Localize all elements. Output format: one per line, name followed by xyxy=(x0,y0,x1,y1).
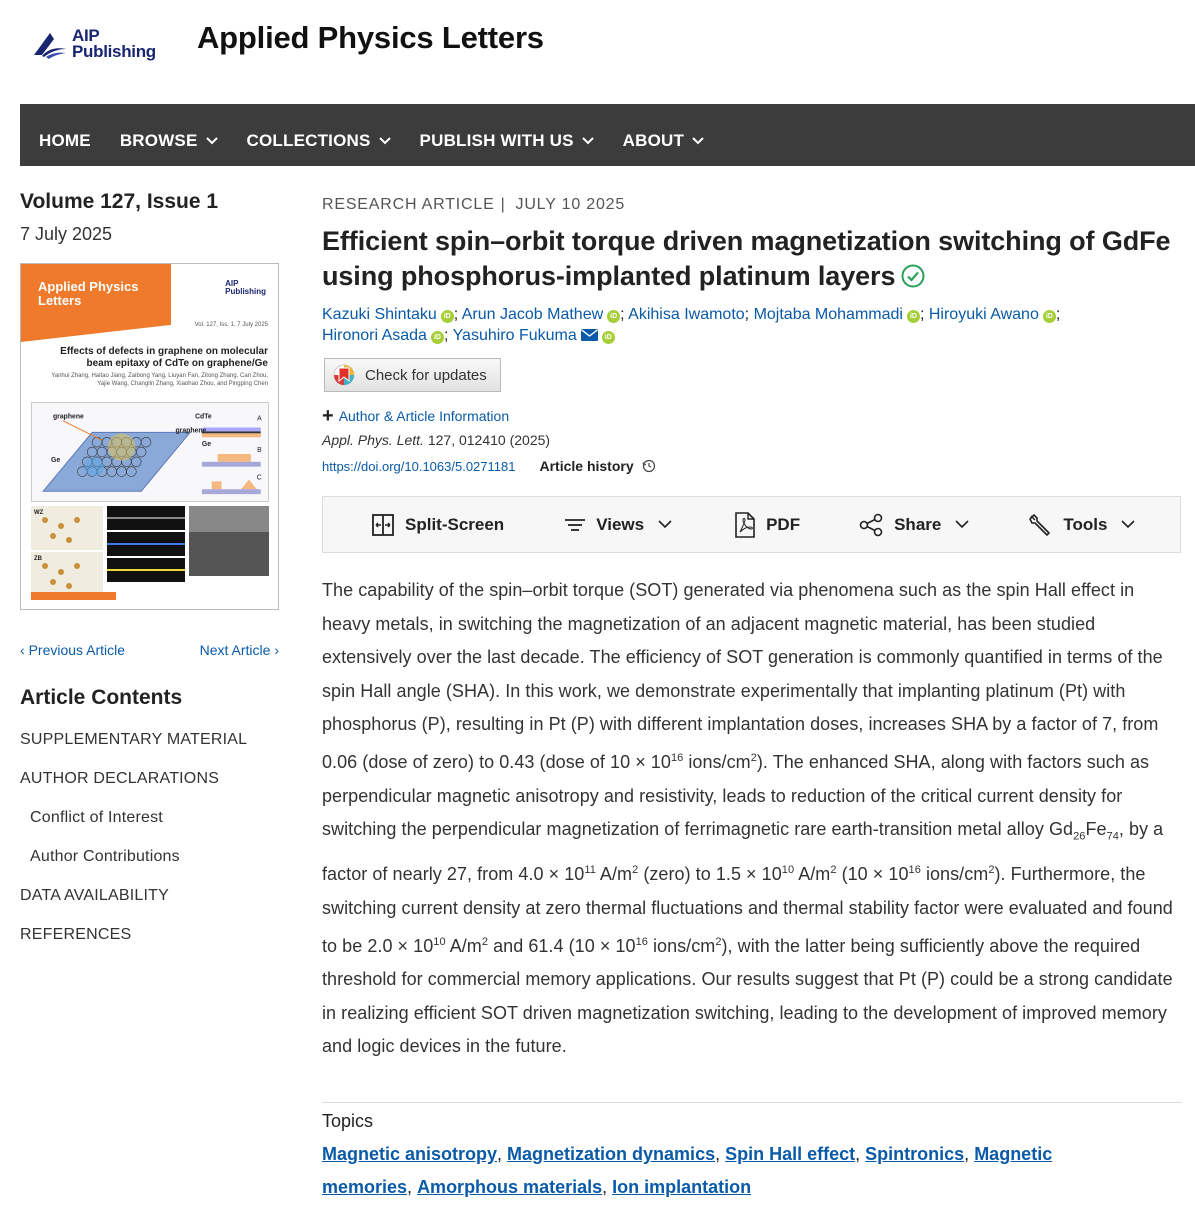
aip-publishing-logo[interactable] xyxy=(32,24,172,64)
article-contents-list xyxy=(20,720,290,954)
contents-item-conflict-of-interest[interactable]: Conflict of Interest xyxy=(30,809,163,826)
fig-label-c: C xyxy=(256,474,262,482)
cover-footer-strip xyxy=(31,592,116,600)
author-link[interactable]: Akihisa Iwamoto xyxy=(628,306,745,323)
author-link[interactable]: Hiroyuki Awano xyxy=(928,306,1039,323)
fig-label-cdte: CdTe xyxy=(195,413,212,421)
topic-list xyxy=(322,1138,1122,1204)
cover-aip-line1: AIP xyxy=(225,279,239,288)
author-separator: ; xyxy=(443,327,453,344)
topic-link[interactable]: Ion implantation xyxy=(612,1176,752,1197)
fig-label-zb: ZB xyxy=(34,556,42,562)
author-article-info-toggle[interactable] xyxy=(322,405,1182,427)
nav-label: PUBLISH WITH US xyxy=(419,131,574,150)
author-link[interactable]: Hironori Asada xyxy=(322,327,427,344)
views-dropdown[interactable] xyxy=(564,515,672,535)
cover-volume: Vol. 127, Iss. 1, 7 July 2025 xyxy=(194,322,268,328)
article-title xyxy=(322,224,1182,294)
email-icon[interactable] xyxy=(581,329,598,341)
chevron-right-icon: › xyxy=(270,642,279,658)
chevron-down-icon xyxy=(955,520,969,529)
cover-journal-line1: Applied Physics xyxy=(38,279,139,294)
orcid-icon[interactable]: iD xyxy=(907,310,920,323)
nav-publish-with-us[interactable] xyxy=(420,131,594,151)
pdf-button[interactable] xyxy=(734,512,800,538)
article-type: RESEARCH ARTICLE xyxy=(322,196,495,213)
split-screen-button[interactable] xyxy=(371,513,504,537)
pdf-label: PDF xyxy=(766,514,801,534)
doi-link[interactable]: https://doi.org/10.1063/5.0271181 xyxy=(322,458,516,474)
chevron-down-icon xyxy=(1121,520,1135,529)
chevron-down-icon xyxy=(379,137,391,145)
fig-label-a: A xyxy=(257,415,262,423)
sidebar xyxy=(20,190,290,954)
topic-link[interactable]: Magnetization dynamics xyxy=(507,1143,716,1164)
fig-label-b: B xyxy=(257,447,262,454)
nav-home[interactable] xyxy=(39,131,91,151)
article-toolbar xyxy=(322,496,1181,553)
contents-item-author-contributions[interactable]: Author Contributions xyxy=(30,848,180,865)
views-list-icon xyxy=(564,517,586,533)
views-label: Views xyxy=(596,514,645,534)
cover-micrographs xyxy=(31,506,269,602)
cover-aip-line2: Publishing xyxy=(225,287,266,296)
topic-separator: , xyxy=(497,1143,508,1164)
nav-label: COLLECTIONS xyxy=(246,131,371,150)
citation xyxy=(322,432,1182,448)
share-label: Share xyxy=(894,514,942,534)
topic-separator: , xyxy=(855,1143,866,1164)
cover-journal-name xyxy=(38,280,138,308)
topic-link[interactable]: Magnetic memories xyxy=(322,1143,1053,1197)
cover-journal-line2: Letters xyxy=(38,293,82,308)
chevron-down-icon xyxy=(692,137,704,145)
article-title-text: Efficient spin–orbit torque driven magnetization switching of GdFe using phosphorus-implanted platinum layers xyxy=(322,226,1171,291)
tools-dropdown[interactable] xyxy=(1027,512,1135,538)
split-screen-icon xyxy=(371,513,395,537)
wrench-icon xyxy=(1027,512,1053,538)
article-date: JULY 10 2025 xyxy=(515,196,626,213)
main-navbar xyxy=(20,104,1195,166)
topic-separator: , xyxy=(964,1143,975,1164)
check-for-updates-button[interactable] xyxy=(324,358,501,392)
orcid-icon[interactable]: iD xyxy=(1043,310,1056,323)
issue-date: 7 July 2025 xyxy=(20,224,113,244)
share-dropdown[interactable] xyxy=(858,513,969,537)
author-separator: ; xyxy=(453,306,462,323)
history-clock-icon xyxy=(642,459,656,473)
author-separator: ; xyxy=(1055,306,1061,323)
cover-aip-logo xyxy=(225,280,266,296)
logo-line-aip: AIP xyxy=(72,26,100,45)
author-link[interactable]: Kazuki Shintaku xyxy=(322,306,437,323)
nav-collections[interactable] xyxy=(247,131,391,151)
citation-details: 127, 012410 (2025) xyxy=(427,432,551,448)
chevron-left-icon: ‹ xyxy=(20,642,29,658)
article-main xyxy=(322,190,1182,1204)
orcid-icon[interactable]: iD xyxy=(441,310,454,323)
author-article-info-label: Author & Article Information xyxy=(338,408,510,424)
contents-item-data-availability[interactable]: DATA AVAILABILITY xyxy=(20,887,169,904)
doi-row xyxy=(322,458,1182,474)
chevron-down-icon xyxy=(206,137,218,145)
chevron-down-icon xyxy=(658,520,672,529)
author-link[interactable]: Mojtaba Mohammadi xyxy=(753,306,903,323)
chevron-down-icon xyxy=(582,137,594,145)
crossmark-icon xyxy=(333,363,355,387)
fig-label-ge: Ge xyxy=(51,456,61,464)
issue-volume[interactable]: Volume 127, Issue 1 xyxy=(20,190,219,213)
topic-link[interactable]: Magnetic anisotropy xyxy=(322,1143,498,1164)
previous-article-link[interactable] xyxy=(20,642,125,658)
pdf-file-icon xyxy=(734,512,756,538)
plus-icon: + xyxy=(322,405,334,427)
nav-label: BROWSE xyxy=(119,131,198,150)
contents-item-author-declarations[interactable]: AUTHOR DECLARATIONS xyxy=(20,770,220,787)
split-screen-label: Split-Screen xyxy=(405,514,505,534)
share-icon xyxy=(858,513,884,537)
meta-separator: | xyxy=(500,196,506,213)
next-article-label: Next Article xyxy=(199,642,271,658)
orcid-icon[interactable]: iD xyxy=(602,331,615,344)
cover-figure xyxy=(31,402,269,502)
citation-journal: Appl. Phys. Lett. xyxy=(322,432,424,448)
fig-label-graphene-2: graphene xyxy=(175,427,207,435)
article-pagination xyxy=(20,642,279,658)
logo-text xyxy=(72,28,156,60)
author-separator: ; xyxy=(744,306,754,323)
previous-article-label: Previous Article xyxy=(28,642,126,658)
orcid-icon[interactable]: iD xyxy=(607,310,620,323)
fig-label-wz: WZ xyxy=(34,510,44,516)
nav-browse[interactable] xyxy=(120,131,218,151)
author-link[interactable]: Yasuhiro Fukuma xyxy=(452,327,577,344)
topic-separator: , xyxy=(407,1176,418,1197)
author-separator: ; xyxy=(620,306,629,323)
nav-label: HOME xyxy=(39,131,91,150)
fig-label-graphene: graphene xyxy=(52,413,84,421)
tools-label: Tools xyxy=(1063,514,1108,534)
topic-separator: , xyxy=(715,1143,726,1164)
journal-title[interactable]: Applied Physics Letters xyxy=(197,20,544,55)
aip-logo-icon xyxy=(32,29,68,59)
article-history-label: Article history xyxy=(539,458,634,474)
issue-cover-image[interactable] xyxy=(20,263,279,610)
cover-authors: Yanhui Zhang, Haitao Jiang, Zaibong Yang, Liuyan Fan, Zitong Zhang, Can Zhou, Yajie Wang, Changlin Zhang, Xiaohao Zhou, and Pingping Chen xyxy=(51,373,268,387)
topic-link[interactable]: Spintronics xyxy=(865,1143,965,1164)
author-list xyxy=(322,304,1182,346)
orcid-icon[interactable]: iD xyxy=(431,331,444,344)
cover-headline: Effects of defects in graphene on molecular beam epitaxy of CdTe on graphene/Ge xyxy=(60,346,268,369)
logo-line-publishing: Publishing xyxy=(72,42,156,61)
next-article-link[interactable] xyxy=(200,642,279,658)
author-separator: ; xyxy=(919,306,929,323)
topic-separator: , xyxy=(602,1176,613,1197)
abstract-text: The capability of the spin–orbit torque (SOT) generated via phenomena such as the spin Hall effect in heavy metals, in switching the magnetization of an adjacent magnetic material, has been studied extensively over the last decade. The efficiency of SOT generation is commonly quantified in terms of the spin Hall angle (SHA). In this work, we demonstrate experimentally that implanting platinum (Pt) with phosphorus (P), resulting in Pt (P) with different implantation doses, increases SHA by a factor of 7, from 0.06 (dose of zero) to 0.43 (dose of $10 \times 10^{16}$ ions/$cm^2$). The enhanced SHA, along with factors such as perpendicular magnetic anisotropy and resistivity, leads to reduction of the critical current density for switching the perpendicular magnetization of ferrimagnetic rare earth-transition metal alloy $Gd_{26}Fe_{74}$, by a factor of nearly 27, from $4.0 \times 10^{11}$ $A/m^2$ (zero) to $1.5 \times 10^{10}$ $A/m^2$ ($10 \times 10^{16}$ ions/$cm^2$). Furthermore, the switching current density at zero thermal fluctuations and thermal stability factor were evaluated and found to be $2.0 \times 10^{10}$ $A/m^2$ and 61.4 ($10 \times 10^{16}$ ions/$cm^2$), with the latter being sufficiently above the required threshold for commercial memory applications. Our results suggest that Pt (P) could be a strong candidate in realizing efficient SOT driven magnetization switching, leading to the development of improved memory and logic devices in the future. xyxy=(322,580,1173,1057)
check-for-updates-label: Check for updates xyxy=(365,366,487,384)
article-history-button[interactable] xyxy=(539,458,655,474)
topic-link[interactable]: Spin Hall effect xyxy=(725,1143,856,1164)
nav-label: ABOUT xyxy=(622,131,685,150)
contents-item-supplementary-material[interactable]: SUPPLEMENTARY MATERIAL xyxy=(20,731,248,748)
topic-link[interactable]: Amorphous materials xyxy=(417,1176,603,1197)
contents-item-references[interactable]: REFERENCES xyxy=(20,926,132,943)
author-link[interactable]: Arun Jacob Mathew xyxy=(461,306,604,323)
topics-section xyxy=(322,1102,1182,1204)
topics-label: Topics xyxy=(322,1110,374,1131)
article-contents-title: Article Contents xyxy=(20,686,183,709)
article-meta xyxy=(322,196,1182,214)
site-header xyxy=(0,0,1195,104)
fig-label-ge-2: Ge xyxy=(201,441,212,449)
open-access-check-icon xyxy=(901,264,925,288)
nav-about[interactable] xyxy=(623,131,704,151)
